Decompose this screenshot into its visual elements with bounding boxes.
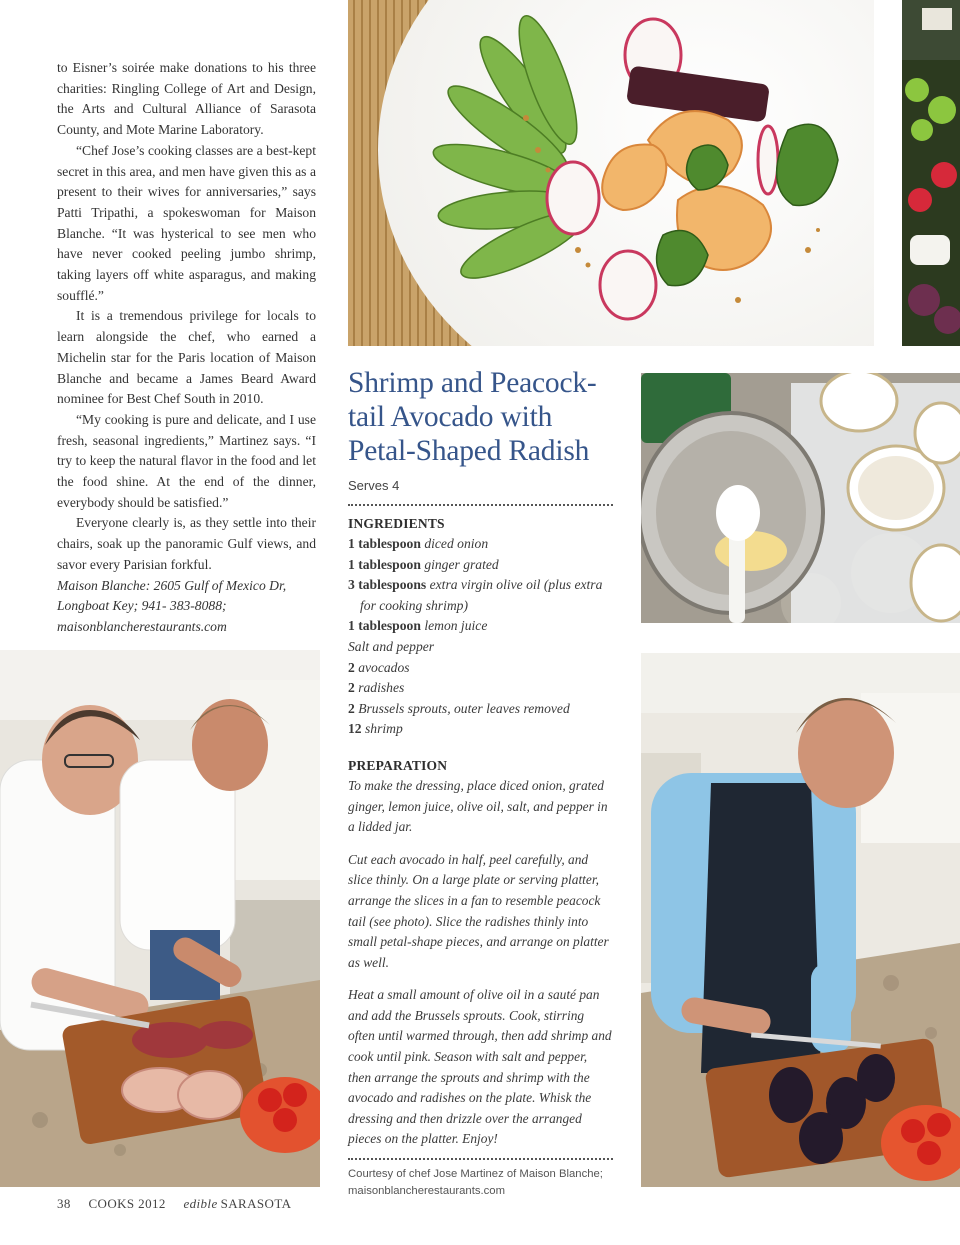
page-number: 38 [57,1196,71,1211]
dotted-divider [348,504,613,506]
article-paragraph: It is a tremendous privilege for locals to learn alongside the chef, who earned a Michelin star for the Paris location of Maison Blanche and became a James Beard Award nominee for Best Chef South in 2010. [57,308,316,407]
article-paragraph: “Chef Jose’s cooking classes are a best-kept secret in this area, and men have given this as a present to their wives for anniversaries,” says Patti Tripathi, a spokeswoman for Maison Blanche. “It was hysterical to see men who have never cooked peeling jumbo shrimp, taking layers off white asparagus, and making soufflé.” [57,142,316,303]
restaurant-contact: Maison Blanche: 2605 Gulf of Mexico Dr, Longboat Key; 941- 383-8088; maisonblancherestaurants.com [57,577,287,634]
dish-photo [348,0,874,346]
ingredient-item: Salt and pepper [348,638,435,654]
market-photo [902,0,960,346]
chefs-cutting-meat-photo [0,650,320,1187]
ingredients-list [348,534,613,740]
page-footer [57,1196,305,1212]
brand-name: SARASOTA [220,1196,292,1211]
recipe-serves: Serves 4 [348,478,400,493]
dotted-divider [348,1158,613,1160]
article-paragraph: “My cooking is pure and delicate, and I use fresh, seasonal ingredients,” Martinez says. “I try to keep the natural flavor in the food and let the food shine. At the end of the dinner, everybody should be satisfied.” [57,411,316,510]
ingredient-item: 1 tablespoon lemon juice [348,618,488,634]
preparation-steps [348,776,613,1150]
preparation-step: Heat a small amount of olive oil in a sauté pan and add the Brussels sprouts. Cook, stirring often until warmed through, then add shrimp and cook until pink. Season with salt and pepper, then arrange the sprouts and shrimp with the avocado and radishes on the plate. Whisk the dressing and then drizzle over the arranged pieces on the platter. Enjoy! [348,987,612,1147]
ingredient-item: 2 radishes [348,680,405,696]
preparation-step: Cut each avocado in half, peel carefully, and slice thinly. On a large plate or serving platter, arrange the slices in a fan to resemble peacock tail (see photo). Slice the radishes thinly into small petal-shape pieces, and arrange on platter as well. [348,851,609,970]
article-body [57,58,316,638]
ingredient-item: 2 Brussels sprouts, outer leaves removed [348,700,570,716]
issue-label: COOKS 2012 [88,1196,166,1211]
ingredient-item: 1 tablespoon diced onion [348,536,489,551]
chef-slicing-eggplant-photo [641,653,960,1187]
ingredient-item: 12 shrimp [348,721,403,737]
brand-edible: edible [183,1196,218,1211]
butter-bowl-photo [641,373,960,623]
ingredient-item: 3 tablespoons extra virgin olive oil (plus extra for cooking shrimp) [348,577,603,613]
recipe [348,366,613,1199]
recipe-title: Shrimp and Peacock-tail Avocado with Petal-Shaped Radish [348,367,597,467]
preparation-step: To make the dressing, place diced onion, grated ginger, lemon juice, olive oil, salt, and pepper in a lidded jar. [348,777,608,835]
ingredient-item: 2 avocados [348,659,410,675]
article-paragraph: to Eisner’s soirée make donations to his three charities: Ringling College of Art and Design, the Arts and Cultural Alliance of Sarasota County, and Mote Marine Laboratory. [57,60,316,138]
preparation-heading: PREPARATION [348,757,448,773]
article-paragraph: Everyone clearly is, as they settle into their chairs, soak up the panoramic Gulf views, and savor every Parisian forkful. [57,515,316,572]
ingredient-item: 1 tablespoon ginger grated [348,556,499,572]
recipe-courtesy: Courtesy of chef Jose Martinez of Maison Blanche; maisonblancherestaurants.com [348,1168,603,1197]
ingredients-heading: INGREDIENTS [348,516,445,531]
